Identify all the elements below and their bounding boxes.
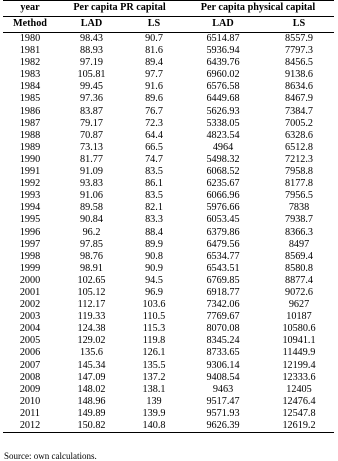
physical-lad-header: LAD <box>182 17 264 33</box>
physical-lad-cell: 6960.02 <box>206 69 240 81</box>
physical-lad-cell: 6066.96 <box>206 190 240 202</box>
year-cell: 2006 <box>19 347 41 359</box>
physical-ls-cell: 8456.5 <box>285 57 314 69</box>
physical-ls-cell: 12619.2 <box>264 420 334 433</box>
table-row <box>3 142 334 154</box>
physical-ls-cell: 8580.8 <box>285 262 314 274</box>
physical-ls-cell: 7838 <box>288 202 310 214</box>
pr-lad-cell: 148.96 <box>77 395 106 407</box>
table-row <box>3 396 334 408</box>
physical-lad-cell: 8070.08 <box>206 323 240 335</box>
pr-ls-cell: 88.4 <box>145 226 163 238</box>
year-cell: 1991 <box>19 166 41 178</box>
pr-ls-cell: 89.6 <box>145 93 163 105</box>
physical-lad-cell: 6449.68 <box>206 93 240 105</box>
pr-lad-cell: 97.36 <box>80 93 103 105</box>
pr-ls-cell: 89.9 <box>145 238 163 250</box>
pr-lad-cell: 70.87 <box>80 129 103 141</box>
pr-lad-cell: 96.2 <box>82 226 101 238</box>
pr-ls-cell: 76.7 <box>145 105 163 117</box>
year-cell: 1986 <box>19 105 41 117</box>
table-row <box>3 93 334 105</box>
capital-data-table <box>3 0 334 433</box>
pr-ls-cell: 140.8 <box>126 420 182 433</box>
pr-ls-cell: 96.9 <box>145 286 163 298</box>
physical-lad-cell: 5976.66 <box>206 202 240 214</box>
table-row <box>3 275 334 287</box>
year-cell: 1987 <box>19 117 41 129</box>
year-cell: 2008 <box>19 371 41 383</box>
physical-ls-cell: 12476.4 <box>282 395 316 407</box>
physical-lad-cell: 6576.58 <box>206 81 240 93</box>
table-row <box>3 33 334 46</box>
physical-lad-cell: 9408.54 <box>206 371 240 383</box>
year-cell: 1983 <box>19 69 41 81</box>
year-cell: 1998 <box>19 250 41 262</box>
table-row <box>3 154 334 166</box>
year-cell: 1984 <box>19 81 41 93</box>
pr-lad-cell: 119.33 <box>77 311 106 323</box>
year-cell: 1981 <box>19 45 41 57</box>
year-cell: 1992 <box>19 178 41 190</box>
physical-lad-cell: 6235.67 <box>206 178 240 190</box>
pr-ls-cell: 89.4 <box>145 57 163 69</box>
pr-lad-cell: 93.83 <box>80 178 103 190</box>
pr-lad-cell: 91.09 <box>80 166 103 178</box>
year-cell: 1993 <box>19 190 41 202</box>
table-row <box>3 69 334 81</box>
pr-ls-cell: 74.7 <box>145 153 163 165</box>
pr-lad-cell: 98.76 <box>80 250 103 262</box>
physical-lad-cell: 6379.86 <box>206 226 240 238</box>
year-cell: 2010 <box>19 395 41 407</box>
pr-lad-cell: 89.58 <box>80 202 103 214</box>
pr-ls-cell: 82.1 <box>145 202 163 214</box>
physical-ls-header: LS <box>264 17 334 33</box>
pr-lad-cell: 147.09 <box>77 371 106 383</box>
year-cell: 1985 <box>19 93 41 105</box>
physical-ls-cell: 7956.5 <box>285 190 314 202</box>
pr-ls-cell: 90.9 <box>145 262 163 274</box>
physical-ls-cell: 8557.9 <box>285 33 314 44</box>
year-cell: 1989 <box>19 141 41 153</box>
physical-lad-cell: 8345.24 <box>206 335 240 347</box>
pr-lad-cell: 105.12 <box>77 286 106 298</box>
physical-lad-cell: 6439.76 <box>206 57 240 69</box>
physical-lad-cell: 6514.87 <box>206 33 240 44</box>
pr-lad-cell: 97.19 <box>80 57 103 69</box>
table-row <box>3 384 334 396</box>
pr-lad-cell: 112.17 <box>77 299 106 311</box>
pr-ls-cell: 86.1 <box>145 178 163 190</box>
physical-ls-cell: 9072.6 <box>285 286 314 298</box>
physical-lad-cell: 5626.93 <box>206 105 240 117</box>
table-row <box>3 227 334 239</box>
pr-ls-cell: 83.5 <box>145 190 163 202</box>
pr-ls-cell: 137.2 <box>142 371 166 383</box>
physical-lad-cell: 5338.05 <box>206 117 240 129</box>
year-cell: 2000 <box>19 274 41 286</box>
physical-lad-cell: 7769.67 <box>206 311 240 323</box>
table-row <box>3 335 334 347</box>
pr-lad-cell: 81.77 <box>80 153 103 165</box>
physical-ls-cell: 10580.6 <box>282 323 316 335</box>
year-cell: 2005 <box>19 335 41 347</box>
pr-lad-cell: 129.02 <box>77 335 106 347</box>
pr-ls-cell: 72.3 <box>145 117 163 129</box>
year-cell: 2001 <box>19 286 41 298</box>
physical-ls-cell: 8467.9 <box>285 93 314 105</box>
source-note: Source: own calculations. <box>4 451 97 461</box>
table-row <box>3 323 334 335</box>
physical-ls-cell: 8366.3 <box>285 226 314 238</box>
pr-lad-cell: 88.93 <box>80 45 103 57</box>
physical-lad-cell: 9571.93 <box>206 407 240 419</box>
table-row <box>3 202 334 214</box>
physical-ls-cell: 6328.6 <box>285 129 314 141</box>
pr-lad-cell: 105.81 <box>77 69 106 81</box>
year-cell: 1990 <box>19 153 41 165</box>
physical-ls-cell: 12333.6 <box>282 371 316 383</box>
year-cell: 1982 <box>19 57 41 69</box>
pr-ls-cell: 83.3 <box>145 214 163 226</box>
physical-ls-cell: 10941.1 <box>282 335 316 347</box>
year-cell: 2004 <box>19 323 41 335</box>
physical-lad-cell: 9626.39 <box>182 420 264 433</box>
pr-ls-cell: 81.6 <box>145 45 163 57</box>
pr-ls-cell: 119.8 <box>142 335 166 347</box>
physical-ls-cell: 12547.8 <box>282 407 316 419</box>
table-row <box>3 408 334 420</box>
physical-ls-cell: 7958.8 <box>285 166 314 178</box>
physical-ls-cell: 7938.7 <box>285 214 314 226</box>
pr-ls-cell: 64.4 <box>145 129 163 141</box>
physical-lad-cell: 6053.45 <box>206 214 240 226</box>
physical-ls-cell: 7384.7 <box>285 105 314 117</box>
physical-ls-cell: 8569.4 <box>285 250 314 262</box>
year-cell: 1988 <box>19 129 41 141</box>
pr-lad-cell: 98.43 <box>80 33 103 44</box>
table-row <box>3 106 334 118</box>
physical-lad-cell: 4823.54 <box>206 129 240 141</box>
pr-ls-cell: 138.1 <box>142 383 166 395</box>
pr-lad-cell: 91.06 <box>80 190 103 202</box>
pr-ls-cell: 103.6 <box>142 299 166 311</box>
pr-lad-cell: 124.38 <box>77 323 106 335</box>
pr-ls-cell: 90.7 <box>145 33 163 44</box>
pr-lad-cell: 99.45 <box>80 81 103 93</box>
table-row <box>3 45 334 57</box>
physical-lad-cell: 5936.94 <box>206 45 240 57</box>
physical-ls-cell: 8634.6 <box>285 81 314 93</box>
physical-lad-cell: 9306.14 <box>206 359 240 371</box>
physical-lad-cell: 6543.51 <box>206 262 240 274</box>
physical-lad-cell: 9463 <box>212 383 234 395</box>
table-row <box>3 251 334 263</box>
physical-ls-cell: 6512.8 <box>285 141 314 153</box>
physical-lad-cell: 8733.65 <box>206 347 240 359</box>
pr-ls-cell: 66.5 <box>145 141 163 153</box>
table-row <box>3 214 334 226</box>
year-cell: 1999 <box>19 262 41 274</box>
year-cell: 1980 <box>19 33 41 44</box>
physical-ls-cell: 12199.4 <box>282 359 316 371</box>
table-row <box>3 372 334 384</box>
physical-ls-cell: 8177.8 <box>285 178 314 190</box>
pr-ls-cell: 83.5 <box>145 166 163 178</box>
physical-lad-cell: 4964 <box>212 141 234 153</box>
physical-lad-cell: 6534.77 <box>206 250 240 262</box>
physical-lad-cell: 7342.06 <box>206 299 240 311</box>
physical-lad-cell: 6479.56 <box>206 238 240 250</box>
year-cell: 2011 <box>20 407 40 419</box>
year-cell: 1995 <box>19 214 41 226</box>
table-row <box>3 263 334 275</box>
pr-lad-cell: 90.84 <box>80 214 103 226</box>
pr-ls-cell: 139 <box>146 395 162 407</box>
physical-ls-cell: 10187 <box>286 311 312 323</box>
physical-lad-cell: 6769.85 <box>206 274 240 286</box>
table-row <box>3 299 334 311</box>
pr-lad-cell: 135.6 <box>80 347 103 359</box>
pr-ls-cell: 90.8 <box>145 250 163 262</box>
physical-ls-cell: 7005.2 <box>285 117 314 129</box>
pr-capital-group-header: Per capita PR capital <box>57 1 182 17</box>
physical-ls-cell: 7797.3 <box>285 45 314 57</box>
pr-lad-cell: 98.91 <box>80 262 103 274</box>
pr-ls-cell: 126.1 <box>142 347 166 359</box>
physical-lad-cell: 9517.47 <box>206 395 240 407</box>
year-cell: 1997 <box>19 238 41 250</box>
physical-lad-cell: 5498.32 <box>206 153 240 165</box>
table-row <box>3 130 334 142</box>
table-row <box>3 178 334 190</box>
physical-ls-cell: 8877.4 <box>285 274 314 286</box>
pr-ls-cell: 115.3 <box>142 323 166 335</box>
pr-ls-cell: 97.7 <box>145 69 163 81</box>
pr-lad-cell: 102.65 <box>77 274 106 286</box>
year-cell: 1994 <box>19 202 41 214</box>
physical-ls-cell: 9138.6 <box>285 69 314 81</box>
table-row <box>3 166 334 178</box>
pr-lad-cell: 73.13 <box>80 141 103 153</box>
table-row <box>3 287 334 299</box>
physical-ls-cell: 9627 <box>288 299 310 311</box>
header-method-row <box>3 17 334 33</box>
pr-ls-cell: 110.5 <box>142 311 166 323</box>
physical-ls-cell: 8497 <box>288 238 310 250</box>
pr-lad-cell: 145.34 <box>77 359 106 371</box>
method-header: Method <box>3 17 57 33</box>
physical-ls-cell: 12405 <box>286 383 312 395</box>
pr-lad-cell: 149.89 <box>77 407 106 419</box>
header-group-row <box>3 1 334 17</box>
year-cell: 2009 <box>19 383 41 395</box>
table-row <box>3 239 334 251</box>
year-cell: 1996 <box>19 226 41 238</box>
table-row <box>3 360 334 372</box>
physical-capital-group-header: Per capita physical capital <box>182 1 334 17</box>
year-cell: 2003 <box>19 311 41 323</box>
year-cell: 2007 <box>19 359 41 371</box>
year-cell: 2002 <box>19 299 41 311</box>
pr-lad-cell: 79.17 <box>80 117 103 129</box>
table-header <box>3 1 334 33</box>
pr-lad-cell: 83.87 <box>80 105 103 117</box>
pr-ls-cell: 94.5 <box>145 274 163 286</box>
pr-lad-cell: 97.85 <box>80 238 103 250</box>
pr-lad-cell: 148.02 <box>77 383 106 395</box>
physical-ls-cell: 7212.3 <box>285 153 314 165</box>
pr-lad-cell: 150.82 <box>57 420 126 433</box>
table-row <box>3 81 334 93</box>
table-body <box>3 33 334 433</box>
table-row <box>3 190 334 202</box>
pr-lad-header: LAD <box>57 17 126 33</box>
physical-lad-cell: 6068.52 <box>206 166 240 178</box>
year-header: year <box>3 1 57 17</box>
table-row <box>3 57 334 69</box>
physical-lad-cell: 6918.77 <box>206 286 240 298</box>
table-row <box>3 118 334 130</box>
pr-ls-header: LS <box>126 17 182 33</box>
year-cell: 2012 <box>3 420 57 433</box>
table-row <box>3 420 334 433</box>
pr-ls-cell: 139.9 <box>142 407 166 419</box>
pr-ls-cell: 91.6 <box>145 81 163 93</box>
table-row <box>3 347 334 359</box>
physical-ls-cell: 11449.9 <box>282 347 316 359</box>
pr-ls-cell: 135.5 <box>142 359 166 371</box>
table-row <box>3 311 334 323</box>
